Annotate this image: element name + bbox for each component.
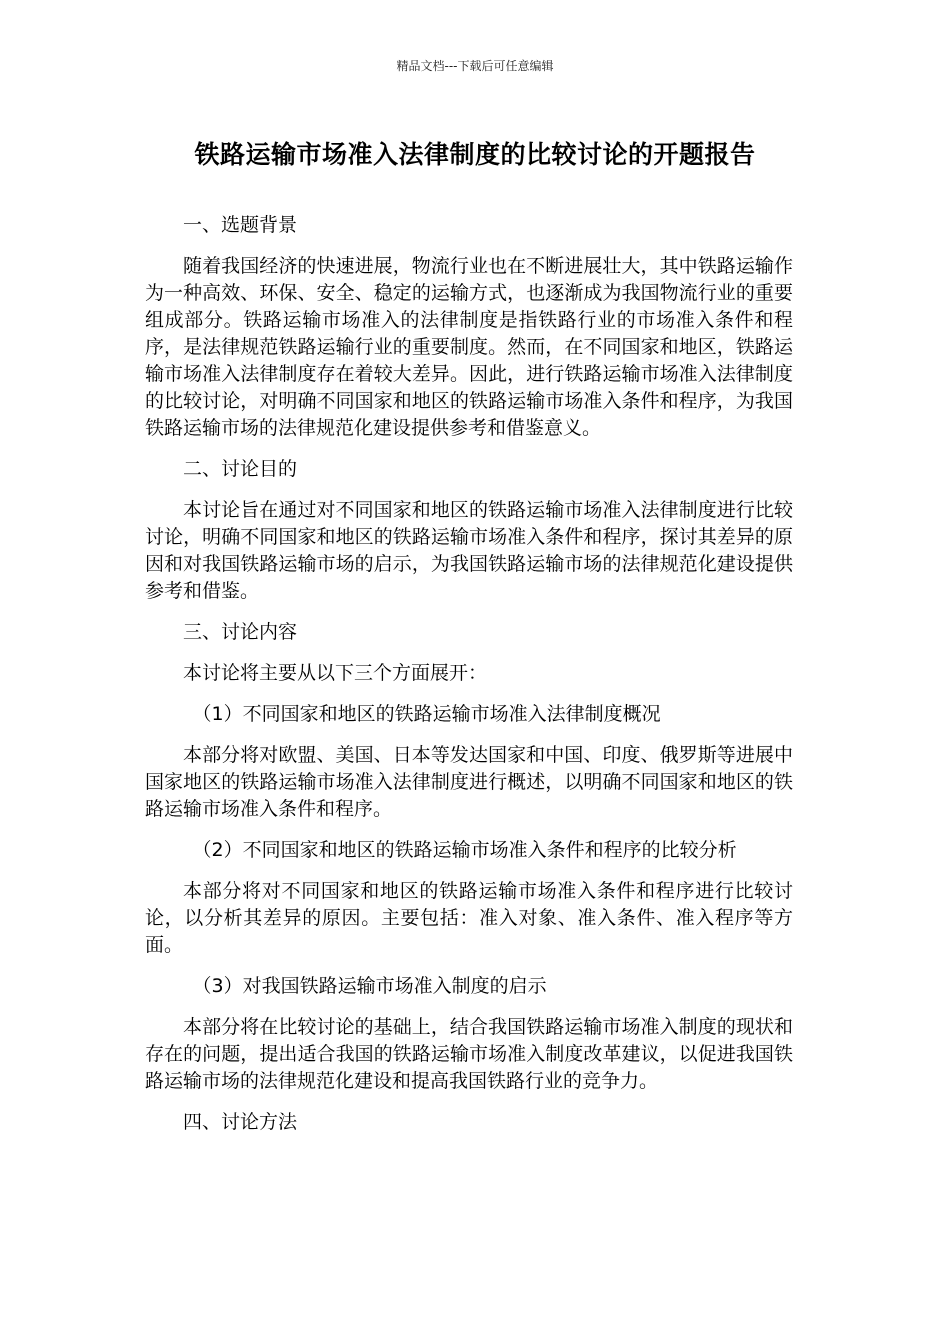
paragraph-comparison: 本部分将对不同国家和地区的铁路运输市场准入条件和程序进行比较讨论，以分析其差异的原因。主要包括：准入对象、准入条件、准入程序等方面。 — [145, 880, 793, 956]
paragraph-purpose: 本讨论旨在通过对不同国家和地区的铁路运输市场准入法律制度进行比较讨论，明确不同国家和地区的铁路运输市场准入条件和程序，探讨其差异的原因和对我国铁路运输市场的启示，为我国铁路运输市场的法律规范化建设提供参考和借鉴。 — [145, 499, 793, 602]
section-heading-content: 三、讨论内容 — [183, 621, 298, 643]
section-heading-background: 一、选题背景 — [183, 214, 298, 236]
paragraph-implications: 本部分将在比较讨论的基础上，结合我国铁路运输市场准入制度的现状和存在的问题，提出适合我国的铁路运输市场准入制度改革建议，以促进我国铁路运输市场的法律规范化建设和提高我国铁路行业的竞争力。 — [145, 1016, 793, 1092]
paragraph-background: 随着我国经济的快速进展，物流行业也在不断进展壮大，其中铁路运输作为一种高效、环保、安全、稳定的运输方式，也逐渐成为我国物流行业的重要组成部分。铁路运输市场准入的法律制度是指铁路行业的市场准入条件和程序，是法律规范铁路运输行业的重要制度。然而，在不同国家和地区，铁路运输市场准入法律制度存在着较大差异。因此，进行铁路运输市场准入法律制度的比较讨论，对明确不同国家和地区的铁路运输市场准入条件和程序，为我国铁路运输市场的法律规范化建设提供参考和借鉴意义。 — [145, 255, 793, 439]
subheading-comparison: （2）不同国家和地区的铁路运输市场准入条件和程序的比较分析 — [192, 839, 737, 861]
paragraph-overview: 本部分将对欧盟、美国、日本等发达国家和中国、印度、俄罗斯等进展中国家地区的铁路运输市场准入法律制度进行概述，以明确不同国家和地区的铁路运输市场准入条件和程序。 — [145, 744, 793, 820]
subheading-overview: （1）不同国家和地区的铁路运输市场准入法律制度概况 — [192, 703, 661, 725]
subheading-implications: （3）对我国铁路运输市场准入制度的启示 — [192, 975, 547, 997]
document-body — [145, 212, 793, 1136]
paragraph-content-intro: 本讨论将主要从以下三个方面展开： — [183, 662, 488, 684]
section-heading-purpose: 二、讨论目的 — [183, 458, 298, 480]
document-title: 铁路运输市场准入法律制度的比较讨论的开题报告 — [194, 140, 756, 169]
header-note: 精品文档---下载后可任意编辑 — [396, 59, 554, 73]
section-heading-method: 四、讨论方法 — [183, 1111, 298, 1133]
